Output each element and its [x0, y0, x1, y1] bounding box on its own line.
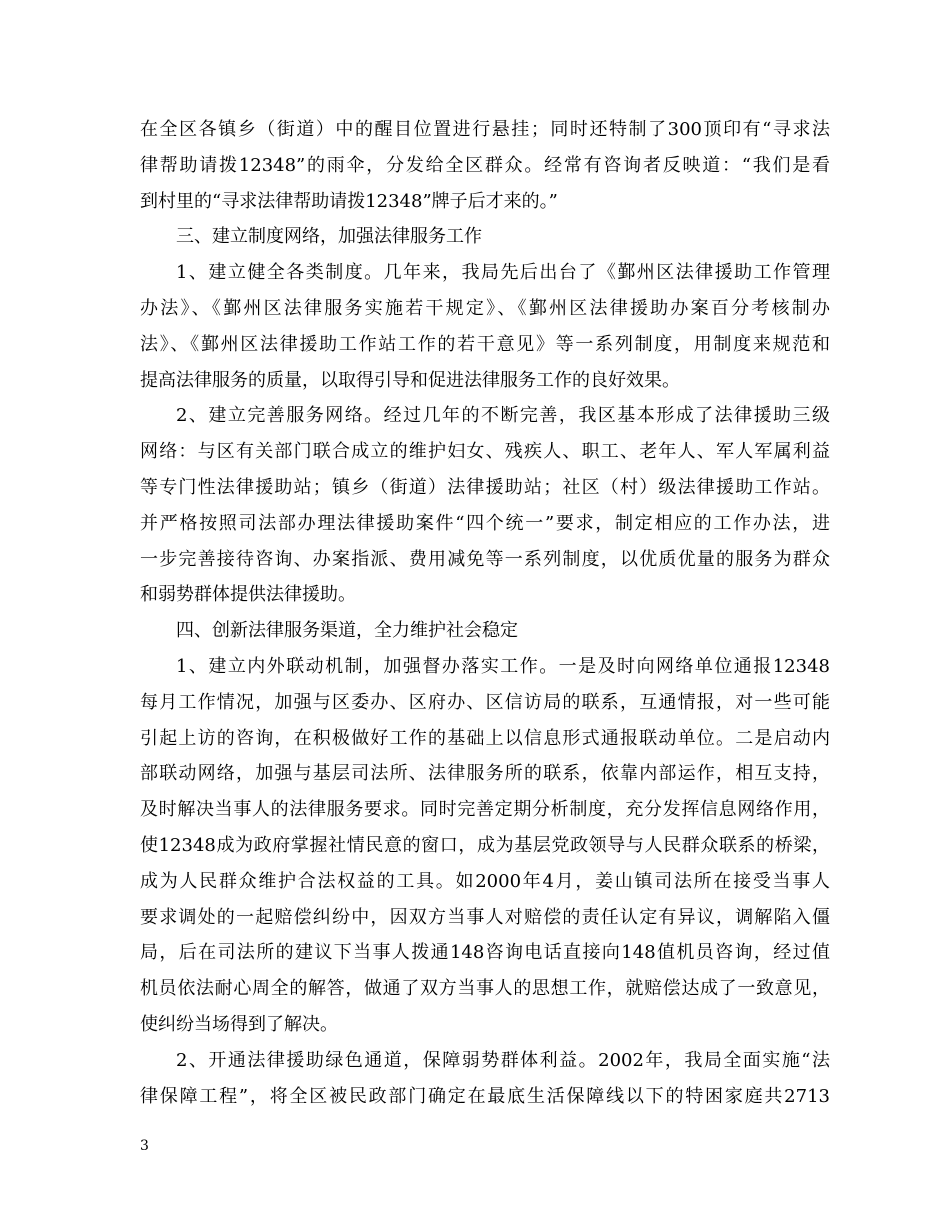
text-line: 2、开通法律援助绿色通道，保障弱势群体利益。2002年，我局全面实施“法 — [176, 1049, 830, 1071]
text-line: 1、建立内外联动机制，加强督办落实工作。一是及时向网络单位通报12348 — [176, 655, 830, 677]
text-line: 办法》、《鄞州区法律服务实施若干规定》、《鄞州区法律援助办案百分考核制办 — [140, 297, 830, 319]
text-line: 等专门性法律援助站；镇乡（街道）法律援助站；社区（村）级法律援助工作站。 — [140, 476, 830, 498]
text-line: 2、建立完善服务网络。经过几年的不断完善，我区基本形成了法律援助三级 — [176, 405, 830, 427]
text-line: 使纠纷当场得到了解决。 — [140, 1013, 338, 1035]
text-line: 法》、《鄞州区法律援助工作站工作的若干意见》等一系列制度，用制度来规范和 — [140, 333, 830, 355]
text-line: 律保障工程”，将全区被民政部门确定在最底生活保障线以下的特困家庭共2713 — [140, 1085, 830, 1107]
text-line: 四、创新法律服务渠道，全力维护社会稳定 — [176, 620, 518, 642]
text-line: 提高法律服务的质量，以取得引导和促进法律服务工作的良好效果。 — [140, 369, 680, 391]
text-line: 在全区各镇乡（街道）中的醒目位置进行悬挂；同时还特制了300顶印有“寻求法 — [140, 119, 830, 140]
text-line: 部联动网络，加强与基层司法所、法律服务所的联系，依靠内部运作，相互支持， — [140, 763, 830, 785]
text-line: 三、建立制度网络，加强法律服务工作 — [176, 226, 482, 248]
text-line: 局，后在司法所的建议下当事人拨通148咨询电话直接向148值机员咨询，经过值 — [140, 942, 830, 964]
text-line: 并严格按照司法部办理法律援助案件“四个统一”要求，制定相应的工作办法，进 — [140, 512, 830, 534]
text-line: 每月工作情况，加强与区委办、区府办、区信访局的联系，互通情报，对一些可能 — [140, 691, 830, 713]
text-line: 引起上访的咨询，在积极做好工作的基础上以信息形式通报联动单位。二是启动内 — [140, 727, 830, 749]
text-line: 使12348成为政府掌握社情民意的窗口，成为基层党政领导与人民群众联系的桥梁， — [140, 834, 830, 856]
text-line: 一步完善接待咨询、办案指派、费用减免等一系列制度，以优质优量的服务为群众 — [140, 548, 830, 570]
text-line: 要求调处的一起赔偿纠纷中，因双方当事人对赔偿的责任认定有异议，调解陷入僵 — [140, 906, 830, 928]
text-line: 网络：与区有关部门联合成立的维护妇女、残疾人、职工、老年人、军人军属利益 — [140, 441, 830, 463]
text-line: 机员依法耐心周全的解答，做通了双方当事人的思想工作，就赔偿达成了一致意见， — [140, 978, 830, 1000]
page-number: 3 — [140, 1138, 149, 1154]
text-line: 到村里的“寻求法律帮助请拨12348”牌子后才来的。” — [140, 190, 558, 212]
document-body — [140, 112, 830, 1114]
text-line: 及时解决当事人的法律服务要求。同时完善定期分析制度，充分发挥信息网络作用， — [140, 799, 830, 821]
text-line: 和弱势群体提供法律援助。 — [140, 584, 356, 606]
text-line: 律帮助请拨12348”的雨伞，分发给全区群众。经常有咨询者反映道：“我们是看 — [140, 154, 830, 176]
text-line: 成为人民群众维护合法权益的工具。如2000年4月，姜山镇司法所在接受当事人 — [140, 870, 830, 892]
text-line: 1、建立健全各类制度。几年来，我局先后出台了《鄞州区法律援助工作管理 — [176, 262, 830, 284]
